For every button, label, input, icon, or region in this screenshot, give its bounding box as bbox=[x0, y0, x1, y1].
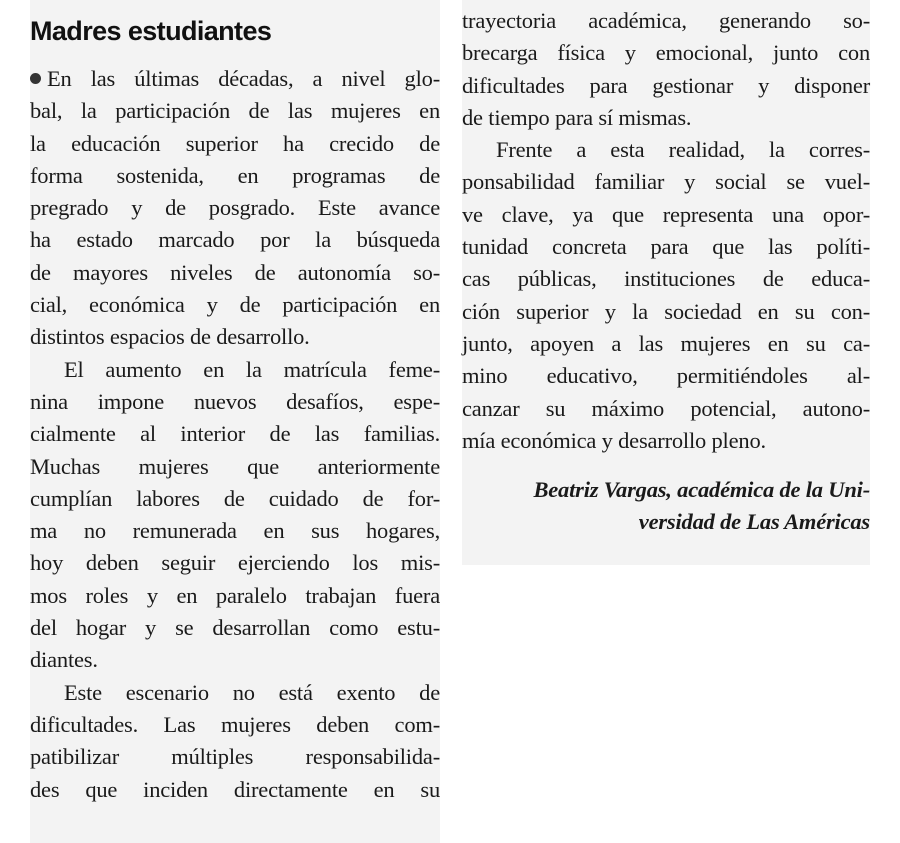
text-line: trayectoria académica, generando so- bbox=[462, 8, 870, 33]
text-line: dificultades para gestionar y disponer bbox=[462, 72, 870, 98]
paragraph-1 bbox=[30, 63, 440, 354]
text-line: ción superior y la sociedad en su con- bbox=[462, 298, 870, 324]
text-line: patibilizar múltiples responsabilida- bbox=[30, 744, 440, 770]
text-line: cialmente al interior de las familias. bbox=[30, 421, 440, 447]
text-line: mino educativo, permitiéndoles al- bbox=[462, 363, 870, 389]
text-line: nina impone nuevos desafíos, espe- bbox=[30, 388, 440, 414]
text-line: brecarga física y emocional, junto con bbox=[462, 40, 870, 66]
byline-line: Beatriz Vargas, académica de la Uni- bbox=[533, 477, 870, 503]
text-line: Muchas mujeres que anteriormente bbox=[30, 453, 440, 479]
text-line: dificultades. Las mujeres deben com- bbox=[30, 711, 440, 737]
text-line: de tiempo para sí mismas. bbox=[462, 104, 692, 130]
text-line: distintos espacios de desarrollo. bbox=[30, 324, 310, 350]
text-line: cas públicas, instituciones de educa- bbox=[462, 266, 870, 292]
text-line: hoy deben seguir ejerciendo los mis- bbox=[30, 550, 440, 576]
paragraph-4 bbox=[462, 134, 870, 457]
byline-line: versidad de Las Américas bbox=[638, 509, 870, 535]
text-line: des que inciden directamente en su bbox=[30, 776, 440, 802]
text-line: canzar su máximo potencial, autono- bbox=[462, 395, 870, 421]
text-line: de mayores niveles de autonomía so- bbox=[30, 259, 440, 285]
paragraph-2 bbox=[30, 354, 440, 677]
text-line: ve clave, ya que representa una opor- bbox=[462, 201, 870, 227]
text-line: diantes. bbox=[30, 647, 98, 673]
text-line: cumplían labores de cuidado de for- bbox=[30, 485, 440, 511]
text-line: tunidad concreta para que las políti- bbox=[462, 234, 870, 260]
text-line: pregrado y de posgrado. Este avance bbox=[30, 195, 440, 221]
text-line: mía económica y desarrollo pleno. bbox=[462, 427, 766, 453]
text-line: Este escenario no está exento de bbox=[64, 679, 440, 705]
paragraph-3-continued bbox=[462, 5, 870, 134]
text-line: bal, la participación de las mujeres en bbox=[30, 98, 440, 124]
text-line: junto, apoyen a las mujeres en su ca- bbox=[462, 330, 870, 356]
text-line: mos roles y en paralelo trabajan fuera bbox=[30, 582, 440, 608]
text-line: El aumento en la matrícula feme- bbox=[64, 356, 440, 382]
author-byline bbox=[462, 474, 870, 539]
text-line: Frente a esta realidad, la corres- bbox=[496, 137, 870, 163]
text-line: del hogar y se desarrollan como estu- bbox=[30, 615, 440, 641]
text-line: cial, económica y de participación en bbox=[30, 292, 440, 318]
text-line: forma sostenida, en programas de bbox=[30, 162, 440, 188]
bullet-icon bbox=[30, 73, 41, 84]
right-column bbox=[462, 0, 870, 565]
text-line: ma no remunerada en sus hogares, bbox=[30, 518, 440, 544]
text-line: ha estado marcado por la búsqueda bbox=[30, 227, 440, 253]
text-line: ponsabilidad familiar y social se vuel- bbox=[462, 169, 870, 195]
text-line: la educación superior ha crecido de bbox=[30, 130, 440, 156]
left-column bbox=[30, 0, 440, 843]
article-headline: Madres estudiantes bbox=[30, 16, 272, 46]
paragraph-3 bbox=[30, 677, 440, 806]
text-line: En las últimas décadas, a nivel glo- bbox=[30, 63, 440, 95]
